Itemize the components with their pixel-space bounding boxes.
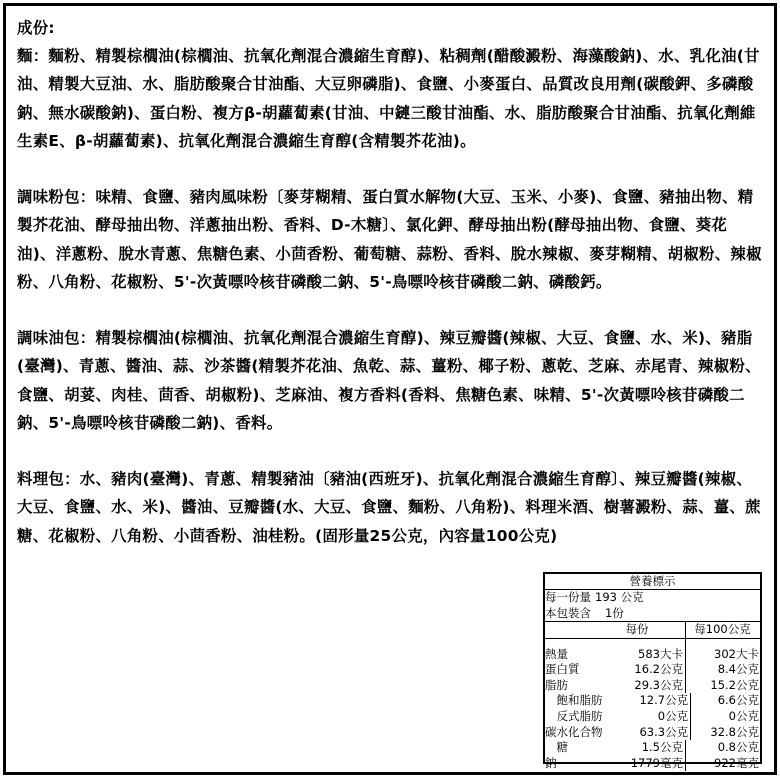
servings-per-package-value: 1份 bbox=[605, 605, 624, 620]
nutrient-label: 飽和脂肪 bbox=[545, 693, 603, 708]
nutrient-per-100g: 32.8公克 bbox=[690, 725, 760, 741]
serving-size-label: 每一份量 bbox=[545, 590, 591, 604]
nutrient-per-100g: 0公克 bbox=[690, 709, 760, 725]
nutrient-label: 碳水化合物 bbox=[545, 724, 603, 739]
nutrient-per-100g: 302大卡 bbox=[685, 647, 760, 663]
serving-size-value: 193 公克 bbox=[595, 590, 644, 604]
nutrition-row bbox=[545, 756, 760, 772]
nutrition-table bbox=[543, 572, 762, 770]
nutrition-row bbox=[545, 647, 760, 663]
nutrient-per-100g: 15.2公克 bbox=[685, 678, 760, 694]
serving-size-row bbox=[545, 590, 760, 606]
servings-per-package-label: 本包裝含 bbox=[545, 605, 591, 620]
nutrition-row bbox=[545, 740, 760, 756]
nutrient-per-serving: 63.3公克 bbox=[639, 724, 689, 739]
nutrition-rows bbox=[545, 647, 760, 772]
nutrient-label: 糖 bbox=[545, 740, 568, 755]
nutrient-per-serving: 1779毫克 bbox=[630, 755, 683, 770]
noodle-ingredients: 麵：麵粉、精製棕櫚油(棕櫚油、抗氧化劑混合濃縮生育醇)、粘稠劑(醋酸澱粉、海藻酸鈉)、水、乳化油(甘油、精製大豆油、水、脂肪酸聚合甘油酯、大豆卵磷脂)、食鹽、小麥蛋白、品質改良用劑(碳酸鉀、多磷酸鈉、無水碳酸鈉)、蛋白粉、複方β-胡蘿蔔素(甘油、中鏈三酸甘油酯、水、脂肪酸聚合甘油酯、抗氧化劑維生素E、β-胡蘿蔔素)、抗氧化劑混合濃縮生育醇(含精製芥花油)。 bbox=[17, 47, 760, 150]
nutrient-per-serving: 16.2公克 bbox=[634, 662, 683, 677]
nutrition-header-row bbox=[545, 621, 760, 638]
nutrient-per-100g: 8.4公克 bbox=[685, 662, 760, 678]
per-serving-header: 每份 bbox=[625, 622, 649, 636]
oil-packet-ingredients: 調味油包：精製棕櫚油(棕櫚油、抗氧化劑混合濃縮生育醇)、辣豆瓣醬(辣椒、大豆、食鹽、水、米)、豬脂(臺灣)、青蔥、醬油、蒜、沙茶醬(精製芥花油、魚乾、蒜、薑粉、椰子粉、蔥乾、芝麻、赤尾青、辣椒粉、食鹽、胡荽、肉桂、茴香、胡椒粉)、芝麻油、複方香料(香料、焦糖色素、味精、5'-次黃嘌呤核苷磷酸二鈉、5'-鳥嘌呤核苷磷酸二鈉)、香料。 bbox=[17, 329, 761, 432]
nutrient-per-serving: 12.7公克 bbox=[639, 693, 689, 708]
nutrition-row bbox=[545, 693, 760, 709]
nutrition-row bbox=[545, 678, 760, 694]
per-100g-header: 每100公克 bbox=[685, 622, 760, 638]
nutrition-row bbox=[545, 709, 760, 725]
nutrient-per-serving: 0公克 bbox=[657, 708, 689, 723]
nutrition-title: 營養標示 bbox=[545, 574, 760, 590]
ingredients-section bbox=[17, 14, 762, 550]
nutrition-row bbox=[545, 662, 760, 678]
nutrient-per-100g: 0.8公克 bbox=[685, 740, 760, 756]
nutrient-per-serving: 1.5公克 bbox=[641, 740, 683, 755]
sauce-packet-ingredients: 料理包：水、豬肉(臺灣)、青蔥、精製豬油〔豬油(西班牙)、抗氧化劑混合濃縮生育醇〕、辣豆瓣醬(辣椒、大豆、食鹽、水、米)、醬油、豆瓣醬(水、大豆、食鹽、麵粉、八角粉)、料理米酒、樹薯澱粉、蒜、薑、蔗糖、花椒粉、八角粉、小茴香粉、油桂粉。(固形量25公克，內容量100公克) bbox=[17, 470, 761, 545]
nutrition-row bbox=[545, 725, 760, 741]
nutrient-label: 熱量 bbox=[545, 646, 568, 661]
servings-per-package-row bbox=[545, 606, 760, 622]
nutrient-per-100g: 6.6公克 bbox=[690, 693, 760, 709]
powder-packet-ingredients: 調味粉包：味精、食鹽、豬肉風味粉〔麥芽糊精、蛋白質水解物(大豆、玉米、小麥)、食鹽、豬抽出物、精製芥花油、酵母抽出物、洋蔥抽出粉、香料、D-木糖〕、氯化鉀、酵母抽出粉(酵母抽出物、食鹽、葵花油)、洋蔥粉、脫水青蔥、焦糖色素、小茴香粉、葡萄糖、蒜粉、香料、脫水辣椒、麥芽糊精、胡椒粉、辣椒粉、八角粉、花椒粉、5'-次黃嘌呤核苷磷酸二鈉、5'-鳥嘌呤核苷磷酸二鈉、磷酸鈣。 bbox=[17, 188, 762, 291]
nutrient-per-serving: 29.3公克 bbox=[634, 677, 683, 692]
nutrient-label: 脂肪 bbox=[545, 677, 568, 692]
nutrient-label: 反式脂肪 bbox=[545, 708, 603, 723]
ingredients-heading: 成份: bbox=[17, 19, 55, 37]
nutrient-label: 蛋白質 bbox=[545, 662, 580, 677]
nutrient-label: 鈉 bbox=[545, 755, 557, 770]
nutrient-per-serving: 583大卡 bbox=[638, 646, 683, 661]
nutrient-per-100g: 922毫克 bbox=[685, 756, 760, 772]
